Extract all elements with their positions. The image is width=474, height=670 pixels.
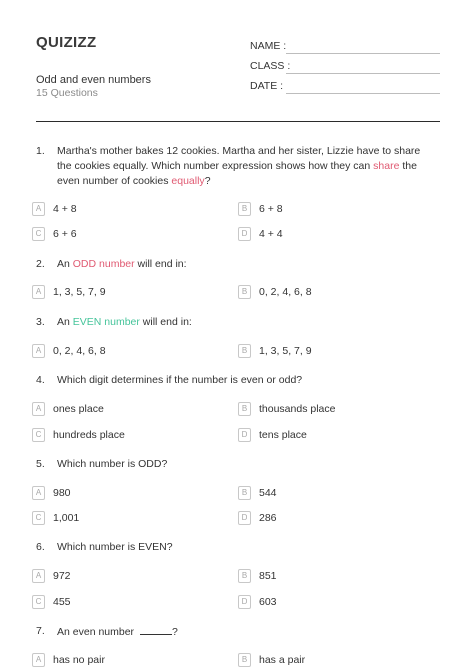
option-text: 4 + 8 xyxy=(53,203,77,215)
option-text: 851 xyxy=(259,570,277,582)
question-text: Which number is ODD? xyxy=(57,458,168,470)
name-field[interactable] xyxy=(250,40,440,54)
question-number: 6. xyxy=(36,541,45,553)
option-text: 1,001 xyxy=(53,512,80,524)
option-text: hundreds place xyxy=(53,429,125,441)
question-text: Which digit determines if the number is even or odd? xyxy=(57,374,303,386)
class-field[interactable] xyxy=(250,60,440,74)
option-letter: B xyxy=(238,402,251,416)
option-letter: B xyxy=(238,344,251,358)
question-number: 7. xyxy=(36,625,45,637)
option-letter: B xyxy=(238,486,251,500)
option-text: has no pair xyxy=(53,654,105,666)
option-letter: A xyxy=(32,569,45,583)
option-letter: D xyxy=(238,595,251,609)
highlight-share: share xyxy=(373,160,400,172)
option-letter: A xyxy=(32,486,45,500)
option-letter: D xyxy=(238,428,251,442)
option-text: 6 + 8 xyxy=(259,203,283,215)
question-number: 1. xyxy=(36,145,45,157)
question-text: An ODD number will end in: xyxy=(57,258,187,270)
header-divider xyxy=(36,121,440,122)
option-text: 0, 2, 4, 6, 8 xyxy=(259,286,312,298)
option-text: 972 xyxy=(53,570,71,582)
answer-blank xyxy=(140,624,172,635)
question-text: An EVEN number will end in: xyxy=(57,316,192,328)
question-number: 5. xyxy=(36,458,45,470)
quizizz-logo: QUIZIZZ xyxy=(36,34,97,51)
option-letter: C xyxy=(32,511,45,525)
option-letter: C xyxy=(32,595,45,609)
option-text: ones place xyxy=(53,403,104,415)
option-text: tens place xyxy=(259,429,307,441)
option-text: 1, 3, 5, 7, 9 xyxy=(53,286,106,298)
option-text: 455 xyxy=(53,596,71,608)
option-text: 0, 2, 4, 6, 8 xyxy=(53,345,106,357)
option-text: has a pair xyxy=(259,654,306,666)
date-label: DATE : xyxy=(250,80,284,92)
option-letter: A xyxy=(32,344,45,358)
question-text: Martha's mother bakes 12 cookies. Martha and her sister, Lizzie have to share the cookies equally. Which number expression shows how they can share the even number of cookies equally? xyxy=(57,145,421,187)
question-text: An even number ? xyxy=(57,626,178,638)
option-letter: D xyxy=(238,511,251,525)
name-line xyxy=(286,53,440,54)
highlight-odd-number: ODD number xyxy=(72,258,135,270)
option-letter: B xyxy=(238,285,251,299)
option-letter: A xyxy=(32,285,45,299)
option-text: 6 + 6 xyxy=(53,228,77,240)
highlight-equally: equally xyxy=(171,175,205,187)
option-letter: D xyxy=(238,227,251,241)
option-letter: C xyxy=(32,428,45,442)
option-text: 980 xyxy=(53,487,71,499)
option-text: 544 xyxy=(259,487,277,499)
question-number: 4. xyxy=(36,374,45,386)
option-text: 603 xyxy=(259,596,277,608)
option-letter: A xyxy=(32,653,45,667)
question-text: Which number is EVEN? xyxy=(57,541,173,553)
date-field[interactable] xyxy=(250,80,440,94)
question-number: 2. xyxy=(36,258,45,270)
option-letter: A xyxy=(32,202,45,216)
highlight-even-number: EVEN number xyxy=(72,316,140,328)
option-letter: A xyxy=(32,402,45,416)
option-text: 4 + 4 xyxy=(259,228,283,240)
class-label: CLASS : xyxy=(250,60,291,72)
date-line xyxy=(286,93,440,94)
worksheet-subtitle: 15 Questions xyxy=(36,87,98,99)
option-letter: B xyxy=(238,653,251,667)
option-text: thousands place xyxy=(259,403,336,415)
option-letter: B xyxy=(238,202,251,216)
option-text: 286 xyxy=(259,512,277,524)
option-letter: B xyxy=(238,569,251,583)
worksheet-title: Odd and even numbers xyxy=(36,74,151,86)
option-text: 1, 3, 5, 7, 9 xyxy=(259,345,312,357)
name-label: NAME : xyxy=(250,40,287,52)
question-number: 3. xyxy=(36,316,45,328)
option-letter: C xyxy=(32,227,45,241)
class-line xyxy=(286,73,440,74)
